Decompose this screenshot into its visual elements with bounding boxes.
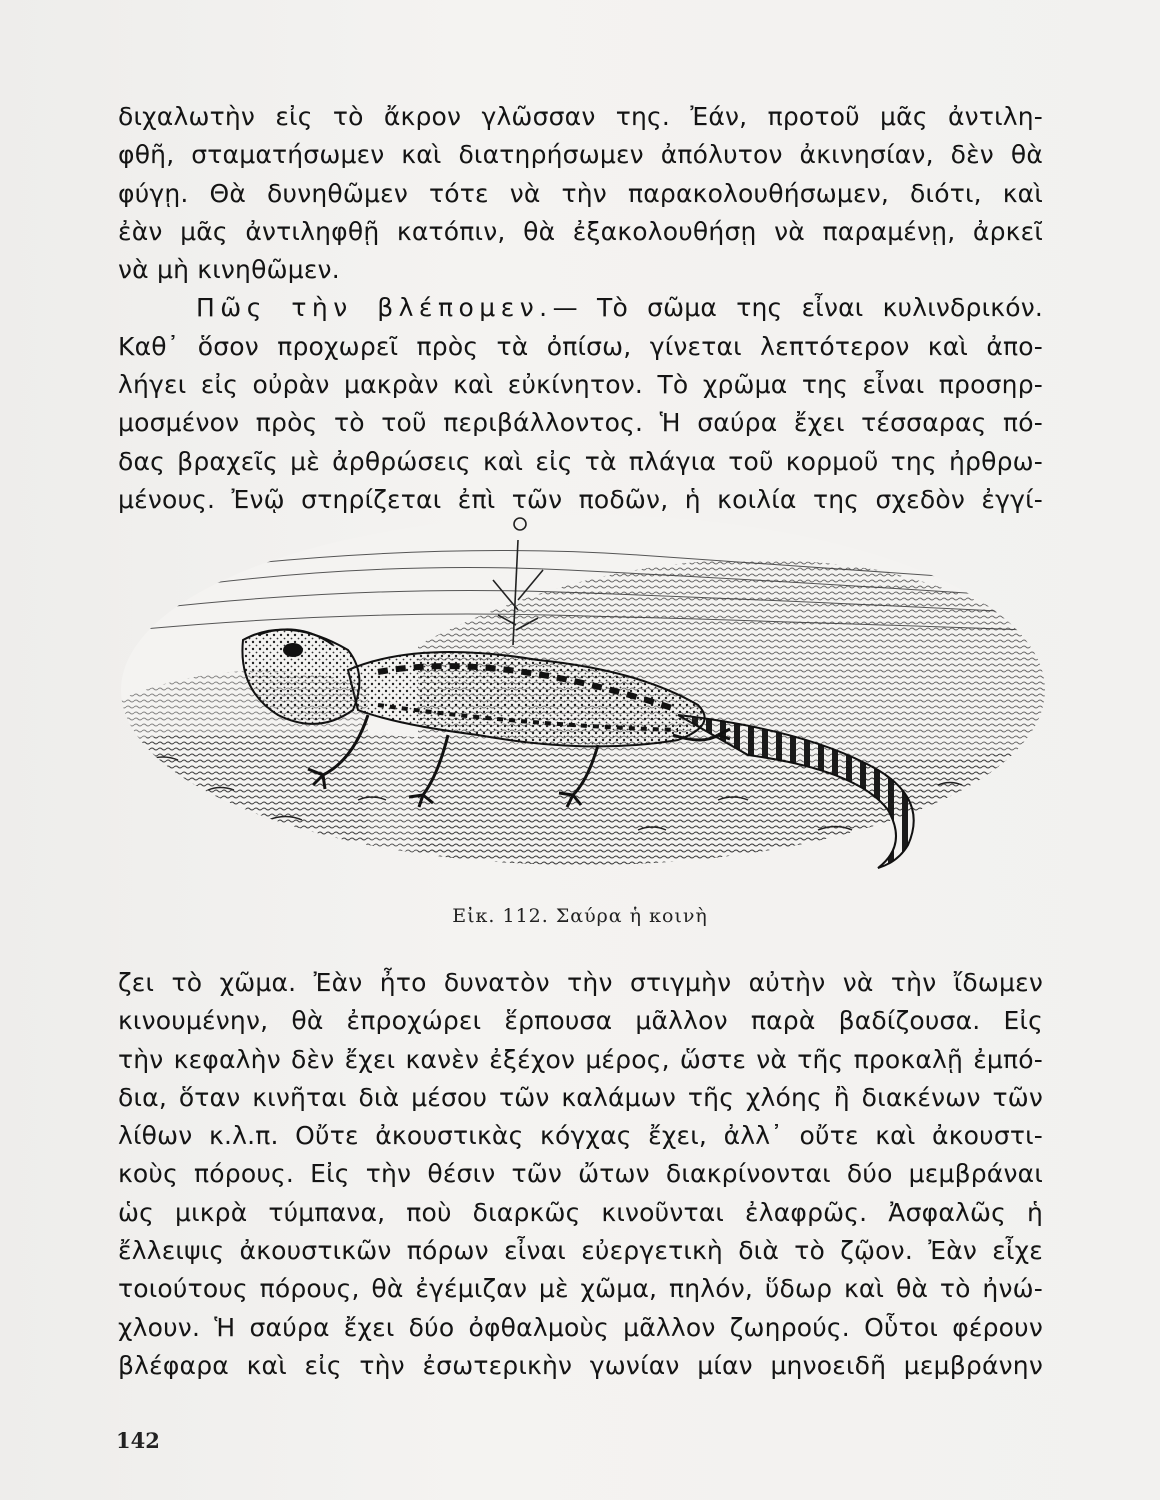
text-line: ἔλλειψις ἀκουστικῶν πόρων εἶναι εὐεργετικὴ διὰ τὸ ζῷον. Ἐὰν εἶχε (118, 1236, 1043, 1266)
text-line: βλέφαρα καὶ εἰς τὴν ἐσωτερικὴν γωνίαν μίαν μηνοειδῆ μεμβράνην (118, 1350, 1043, 1380)
section-heading: Πῶς τὴν βλέπομεν. (196, 293, 553, 323)
text-line: λήγει εἰς οὐρὰν μακρὰν καὶ εὐκίνητον. Τὸ χρῶμα της εἶναι προσηρ- (118, 370, 1043, 400)
text-line: φθῆ, σταματήσωμεν καὶ διατηρήσωμεν ἀπόλυτον ἀκινησίαν, δὲν θὰ (118, 140, 1043, 170)
paragraph-top (118, 98, 1043, 519)
text-line: διχαλωτὴν εἰς τὸ ἄκρον γλῶσσαν της. Ἐάν, προτοῦ μᾶς ἀντιλη- (118, 102, 1043, 131)
section-first-line-rest: — Τὸ σῶμα της εἶναι κυλινδρικόν. (552, 293, 1043, 323)
text-line: μοσμένον πρὸς τὸ τοῦ περιβάλλοντος. Ἡ σαύρα ἔχει τέσσαρας πό- (118, 408, 1043, 438)
text-line: ζει τὸ χῶμα. Ἐὰν ἦτο δυνατὸν τὴν στιγμὴν αὐτὴν νὰ τὴν ἴδωμεν (118, 968, 1043, 997)
paragraph-bottom (118, 964, 1043, 1385)
lizard-illustration (118, 500, 1048, 875)
text-line: λίθων κ.λ.π. Οὔτε ἀκουστικὰς κόγχας ἔχει, ἀλλ᾽ οὔτε καὶ ἀκουστι- (118, 1121, 1043, 1151)
text-line: νὰ μὴ κινηθῶμεν. (118, 255, 340, 285)
text-line: τοιούτους πόρους, θὰ ἐγέμιζαν μὲ χῶμα, πηλόν, ὕδωρ καὶ θὰ τὸ ἠνώ- (118, 1274, 1043, 1304)
text-line: Καθ᾽ ὅσον προχωρεῖ πρὸς τὰ ὀπίσω, γίνεται λεπτότερον καὶ ἀπο- (118, 331, 1043, 361)
text-line: δια, ὅταν κινῆται διὰ μέσου τῶν καλάμων τῆς χλόης ἢ διακένων τῶν (118, 1082, 1043, 1112)
section-first-line (118, 289, 1043, 327)
text-line: κοὺς πόρους. Εἰς τὴν θέσιν τῶν ὤτων διακρίνονται δύο μεμβράναι (118, 1159, 1043, 1189)
text-line: φύγῃ. Θὰ δυνηθῶμεν τότε νὰ τὴν παρακολουθήσωμεν, διότι, καὶ (118, 178, 1043, 208)
figure-caption: Εἰκ. 112. Σαύρα ἡ κοινὴ (452, 905, 708, 927)
text-line: δας βραχεῖς μὲ ἀρθρώσεις καὶ εἰς τὰ πλάγια τοῦ κορμοῦ της ἠρθρω- (118, 446, 1043, 476)
text-line: χλουν. Ἡ σαύρα ἔχει δύο ὀφθαλμοὺς μᾶλλον ζωηρούς. Οὗτοι φέρουν (118, 1312, 1043, 1342)
text-line: τὴν κεφαλὴν δὲν ἔχει κανὲν ἐξέχον μέρος, ὥστε νὰ τῆς προκαλῇ ἐμπό- (118, 1044, 1043, 1074)
text-line: μένους. Ἐνῷ στηρίζεται ἐπὶ τῶν ποδῶν, ἡ κοιλία της σχεδὸν ἐγγί- (118, 484, 1043, 514)
page-number: 142 (116, 1428, 160, 1453)
text-line: κινουμένην, θὰ ἐπροχώρει ἕρπουσα μᾶλλον παρὰ βαδίζουσα. Εἰς (118, 1006, 1043, 1036)
text-line: ἐὰν μᾶς ἀντιληφθῇ κατόπιν, θὰ ἐξακολουθήσῃ νὰ παραμένῃ, ἀρκεῖ (118, 216, 1043, 246)
text-line: ὡς μικρὰ τύμπανα, ποὺ διαρκῶς κινοῦνται ἐλαφρῶς. Ἀσφαλῶς ἡ (118, 1197, 1043, 1227)
